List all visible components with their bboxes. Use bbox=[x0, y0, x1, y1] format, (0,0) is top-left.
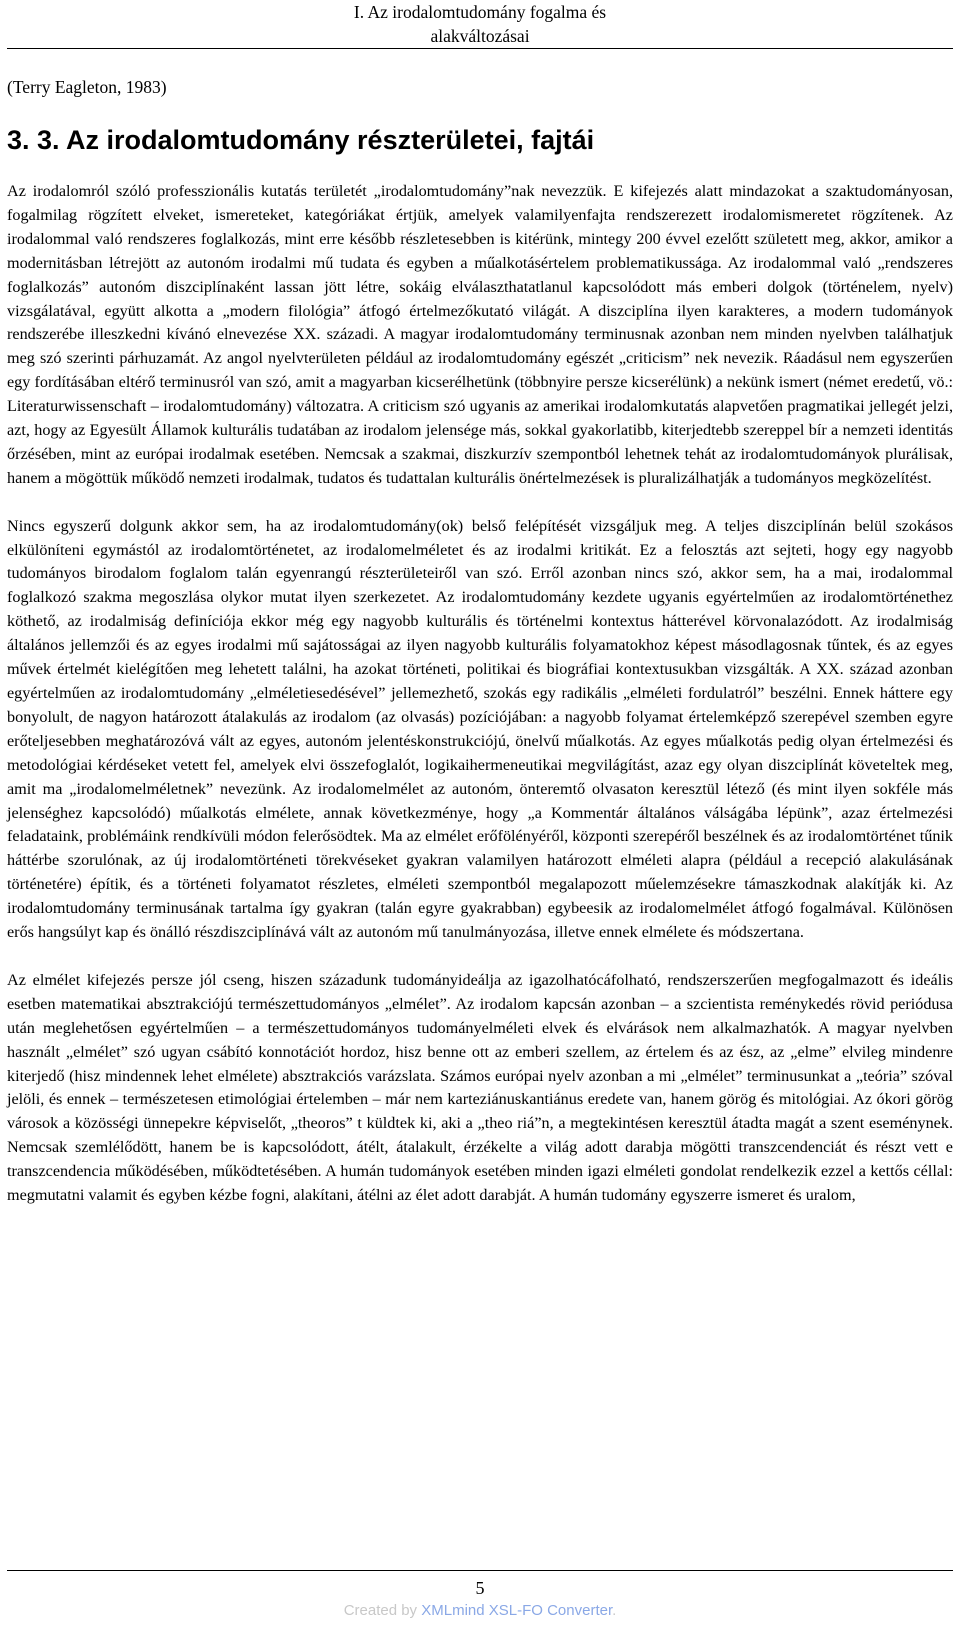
running-header-line-2: alakváltozásai bbox=[430, 26, 530, 46]
paragraph-1: Az irodalomról szóló professzionális kutatás területét „irodalomtudomány”nak nevezzük. E kifejezés alatt mindazokat a szaktudományosan, fogalmilag rögzített elveket, ismereteket, kategóriákat értjük, amelyek valamilyenfajta rendszerezett irodalomismeretet rögzítenek. Az irodalommal való rendszeres foglalkozás, mint erre később részletesebben is kitérünk, mintegy 200 évvel ezelőtt született meg, akkor, amikor a modernitásban létrejött az autonóm irodalmi mű tudata és egyben a műalkotásértelem problematikussága. Az irodalommal való „rendszeres foglalkozás” autonóm diszciplínaként lassan jött létre, sokáig elválaszthatatlanul kapcsolódott más emberi dolgok (történelem, nyelv) vizsgálatával, együtt alkotta a „modern filológia” átfogó értelmezőkutató világát. A diszciplína ilyen karakteres, a modern tudományok rendszerébe illeszkedni kívánó elnevezése XX. századi. A magyar irodalomtudomány terminusnak azonban nem minden nyelvben találhatjuk meg szó szerinti párhuzamát. Az angol nyelvterületen például az irodalomtudomány egészét „criticism” nek nevezik. Ráadásul nem egyszerűen egy fordításában eltérő terminusról van szó, amit a magyarban kicserélhetünk (többnyire persze kicserélünk) a nekünk ismert (német eredetű, vö.: Literaturwissenschaft – irodalomtudomány) változatra. A criticism szó ugyanis az amerikai irodalomkutatás alapvetően pragmatikai jellegét jelzi, azt, hogy az Egyesült Államok kulturális tudatában az irodalom jelensége más, sokkal gyakorlatibb, kiterjedtebb szereppel bír a nemzeti identitás őrzésében, mint az európai irodalmak esetében. Nemcsak a szakmai, diszkurzív szempontból lehetnek tehát az irodalomtudományok plurálisak, hanem a mögöttük működő nemzeti irodalmak, tudatos és tudattalan kulturális önértelmezések is pluralizálhatják a tudományos megközelítést. bbox=[7, 182, 953, 487]
running-header-line-1: I. Az irodalomtudomány fogalma és bbox=[353, 2, 607, 22]
footer-divider bbox=[7, 1570, 953, 1571]
body-text bbox=[7, 180, 953, 1208]
citation: (Terry Eagleton, 1983) bbox=[7, 77, 167, 97]
converter-note bbox=[0, 1600, 960, 1622]
converter-suffix: . bbox=[612, 1602, 617, 1619]
header-divider bbox=[7, 48, 953, 49]
paragraph-2: Nincs egyszerű dolgunk akkor sem, ha az irodalomtudomány(ok) belső felépítését vizsgáljuk meg. A teljes diszciplínán belül szokásos elkülöníteni egymástól az irodalomtörténetet, az irodalomelméletet és az irodalmi kritikát. Ez a felosztás azt sejteti, hogy egy nagyobb tudományos birodalom foglalom talán egyenrangú részterületeiről van szó. Erről azonban nincs szó, akkor sem, ha a mai, irodalommal foglalkozó szakma megoszlása olykor mutat ilyen szerkezetet. Az irodalomtudomány kezdete ugyanis egyértelműen az irodalomtörténethez köthető, az irodalmiság definíciója ekkor még egy nagyobb kulturális és történelmi kontextus hátterével körvonalazódott. Az irodalmiság általános jellemzői és az egyes irodalmi mű sajátosságai az ilyen nagyobb kulturális folyamatokhoz képest másodlagosnak tűntek, és az egyes művek értelmét kielégítően meg lehetett találni, ha azokat történeti, politikai és biográfiai kontextusukban vizsgálták. A XX. század azonban egyértelműen az irodalomtudomány „elméletiesedésével” jellemezhető, szokás egy radikális „elméleti fordulatról” beszélni. Ennek háttere egy bonyolult, de nagyon határozott átalakulás az irodalom (az olvasás) pozíciójában: a nagyobb folyamat értelemképző szerepével szemben egyre erőteljesebben meghatározóvá vált az egyes, autonóm jelentéskonstrukciójú, önelvű műalkotás. Az egyes műalkotás pedig olyan értelmezési és metodológiai kérdéseket vetett fel, amelyek elvi összefoglalót, logikaihermeneutikai megvilágítást, azaz egy olyan diszciplínát követeltek meg, amit ma „irodalomelméletnek” nevezünk. Az irodalomelmélet az autonóm, önteremtő olvasaton keresztül létező (és mint ilyen sokféle más jelenséghez kapcsolódó) műalkotás elmélete, annak következménye, hogy „a Kommentár általános válságába lépünk”, azaz értelmezési feladataink, problémáink rendkívüli módon felerősödtek. Ma az elmélet erőfölényéről, központi szerepéről beszélnek és az irodalomtörténet tűnik háttérbe szorulónak, az új irodalomtörténeti törekvéseket gyakran valamilyen határozott elméleti alapra (például a recepció alakulásának történetére) építik, és a történeti folyamatot részletes, elméleti szempontból megalapozott műelemzésekre támaszkodnak alakítják ki. Az irodalomtudomány terminusának tartalma így gyakran (talán egyre gyakrabban) egybeesik az irodalomelmélet átfogó fogalmával. Különösen erős hangsúlyt kap és önálló részdiszciplínává vált az autonóm mű tanulmányozása, illetve ennek elmélete és módszertana. bbox=[7, 516, 953, 942]
paragraph-3: Az elmélet kifejezés persze jól cseng, hiszen századunk tudományideálja az igazolhatócáfolható, rendszerszerűen megfogalmazott és ideális esetben matematikai absztrakciójú természettudományos „elmélet”. Az irodalom kapcsán azonban – a szcientista reménykedés rövid periódusa után meglehetősen egyértelműen – a természettudományos tudományelméleti elvek és elvárások nem alkalmazhatók. A magyar nyelvben használt „elmélet” szó ugyan csábító konnotációt hordoz, hisz benne ott az emberi szellem, az értelem és az ész, az „elme” elvileg mindenre kiterjedő (hisz mindennek lehet elmélete) absztrakciós varázslata. Számos európai nyelv azonban a mi „elmélet” terminusunkat a „teória” szóval jelöli, és ennek – természetesen etimológiai értelemben – már nem karteziánuskantiánus eredete van, hanem görög és mitológiai. Az ókori görög városok a közösségi ünnepekre képviselőt, „theoros” t küldtek ki, aki a „theo riá”n, a megtekintésen keresztül átadta magát a szent eseménynek. Nemcsak szemlélődött, hanem be is kapcsolódott, átélt, átalakult, érzékelte a világ adott darabja mögötti transzcendenciát és részt vett e transzcendencia működésében, működtetésében. A humán tudományok esetében minden igazi elméleti gondolat rendelkezik ezzel a kettős céllal: megmutatni valamit és egyben kézbe fogni, alakítani, átélni az élet adott darabját. A humán tudomány egyszerre ismeret és uralom, bbox=[7, 970, 953, 1205]
converter-brand-link[interactable]: XMLmind XSL-FO Converter bbox=[421, 1602, 613, 1619]
section-title: 3. 3. Az irodalomtudomány részterületei, fajtái bbox=[7, 125, 595, 155]
converter-prefix: Created by bbox=[343, 1602, 422, 1619]
running-header bbox=[300, 0, 660, 48]
page-number: 5 bbox=[475, 1578, 485, 1598]
